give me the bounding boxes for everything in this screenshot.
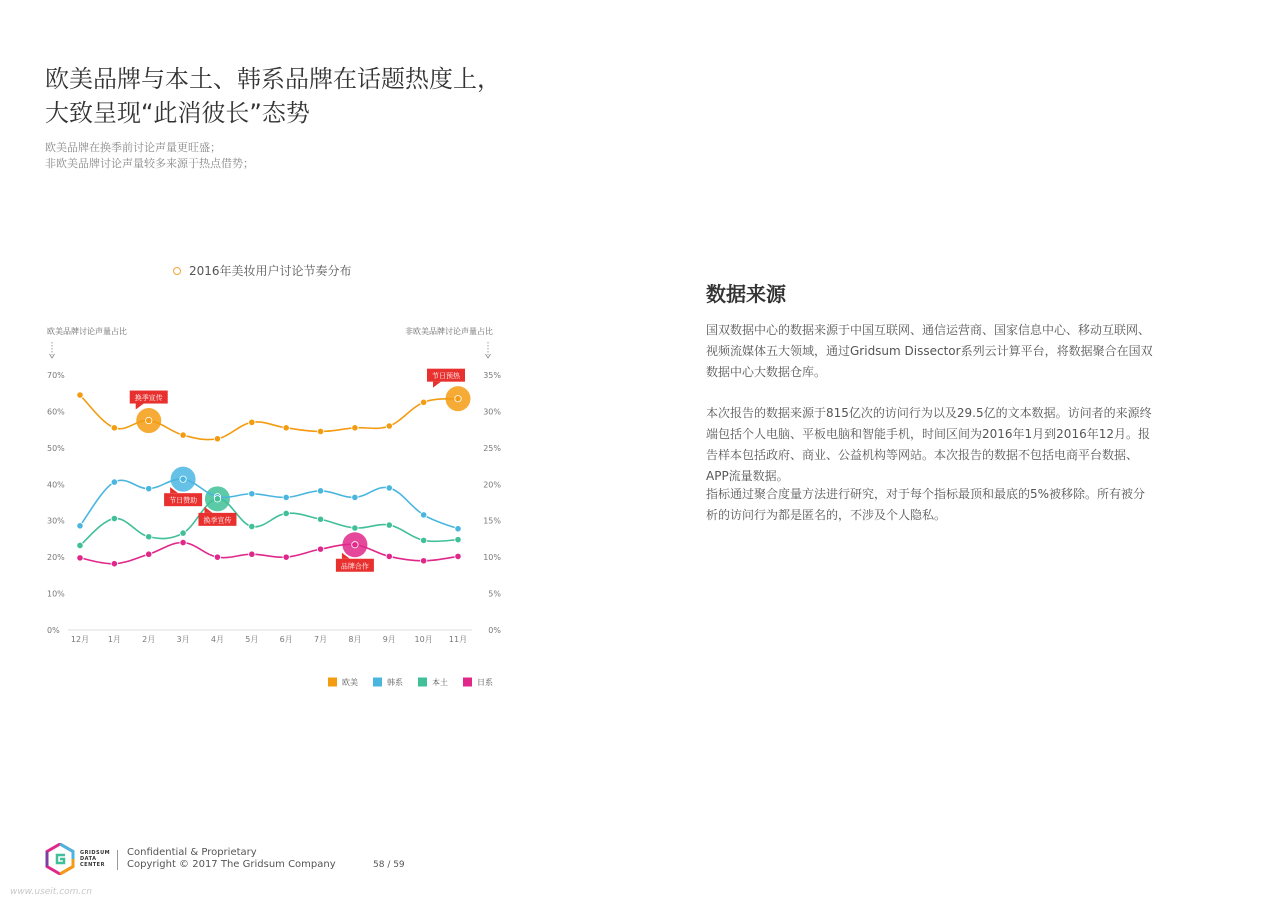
x-tick-label: 7月	[313, 635, 328, 644]
data-point	[352, 542, 358, 548]
watermark: www.useit.com.cn	[10, 887, 92, 897]
data-point	[352, 494, 358, 500]
data-point	[111, 425, 117, 431]
x-tick-label: 3月	[176, 635, 190, 644]
data-point	[249, 551, 255, 557]
data-point	[317, 516, 323, 522]
left-tick-label: 0%	[47, 626, 60, 635]
data-point	[111, 561, 117, 567]
annotation-label: 节日赞助	[169, 496, 198, 505]
data-point	[146, 417, 152, 423]
data-point	[180, 539, 186, 545]
right-tick-label: 10%	[483, 553, 501, 563]
subtitle-line-1: 欧美品牌在换季前讨论声量更旺盛；	[45, 141, 221, 154]
right-tick-label: 35%	[483, 371, 501, 380]
title-line-1: 欧美品牌与本土、韩系品牌在话题热度上，	[45, 65, 501, 93]
left-tick-label: 30%	[47, 516, 65, 526]
data-point	[420, 537, 426, 543]
annotation-pointer	[433, 382, 441, 388]
data-point	[180, 476, 186, 482]
data-point	[386, 553, 392, 559]
data-point	[146, 485, 152, 491]
data-point	[386, 522, 392, 528]
data-source-title: 数据来源	[706, 282, 786, 306]
right-tick-label: 0%	[488, 626, 501, 635]
right-tick-label: 25%	[483, 443, 501, 453]
data-point	[214, 554, 220, 560]
data-point	[420, 399, 426, 405]
legend-label: 韩系	[387, 678, 403, 687]
data-point	[283, 425, 289, 431]
legend-swatch	[328, 678, 337, 687]
x-tick-label: 4月	[210, 635, 225, 644]
data-point	[386, 485, 392, 491]
left-tick-label: 20%	[47, 553, 65, 563]
data-point	[386, 423, 392, 429]
data-source-paragraph-3: 指标通过聚合度量方法进行研究，对于每个指标最顶和最底的5%被移除。所有被分析的访问行为都是匿名的，不涉及个人隐私。	[706, 487, 1146, 522]
series-line-2	[80, 499, 458, 546]
data-point	[77, 392, 83, 398]
data-point	[214, 436, 220, 442]
data-point	[317, 488, 323, 494]
legend-swatch	[418, 678, 427, 687]
data-point	[352, 425, 358, 431]
legend-label: 日系	[477, 678, 493, 687]
legend-label: 本土	[432, 678, 448, 687]
brand-name	[80, 850, 110, 868]
data-point	[420, 512, 426, 518]
footer-legal	[127, 847, 336, 871]
data-point	[283, 494, 289, 500]
left-tick-label: 40%	[47, 480, 65, 490]
data-point	[455, 536, 461, 542]
confidential-text: Confidential & Proprietary	[127, 847, 257, 858]
left-tick-label: 10%	[47, 589, 65, 599]
brand-line-2: DATA	[80, 856, 97, 862]
data-point	[455, 526, 461, 532]
right-axis-title: 非欧美品牌讨论声量占比	[405, 327, 493, 336]
data-point	[146, 551, 152, 557]
x-tick-label: 10月	[414, 635, 433, 644]
legend-swatch	[373, 678, 382, 687]
data-point	[77, 555, 83, 561]
title-line-2: 大致呈现“此消彼长”态势	[45, 99, 310, 127]
data-point	[283, 554, 289, 560]
x-tick-label: 12月	[70, 635, 90, 644]
data-point	[352, 525, 358, 531]
series-line-3	[80, 543, 458, 564]
data-point	[111, 515, 117, 521]
legend-label: 欧美	[342, 678, 358, 687]
legend-swatch	[463, 678, 472, 687]
x-tick-label: 5月	[245, 635, 259, 644]
annotation-pointer	[136, 404, 144, 410]
data-point	[317, 546, 323, 552]
x-tick-label: 8月	[348, 635, 362, 644]
annotation-label: 换季宣传	[134, 394, 163, 403]
left-axis-title: 欧美品牌讨论声量占比	[47, 327, 127, 336]
data-point	[77, 542, 83, 548]
gridsum-logo-icon	[45, 843, 75, 879]
annotation-label: 换季宣传	[203, 516, 232, 525]
data-point	[111, 479, 117, 485]
data-point	[214, 496, 220, 502]
data-point	[249, 419, 255, 425]
data-point	[180, 530, 186, 536]
right-tick-label: 15%	[483, 516, 501, 526]
x-tick-label: 2月	[142, 635, 156, 644]
annotation-label: 品牌合作	[340, 562, 369, 571]
page-number: 58 / 59	[373, 860, 405, 870]
data-point	[249, 523, 255, 529]
brand-line-1: GRIDSUM	[80, 850, 111, 856]
right-tick-label: 20%	[483, 480, 501, 490]
data-point	[249, 491, 255, 497]
right-tick-label: 30%	[483, 407, 501, 417]
left-tick-label: 60%	[47, 407, 65, 417]
x-tick-label: 6月	[279, 635, 293, 644]
data-source-paragraph-2: 本次报告的数据来源于815亿次的访问行为以及29.5亿的文本数据。访问者的来源终端包括个人电脑、平板电脑和智能手机，时间区间为2016年1月到2016年12月。报告样本包括政府、商业、公益机构等网站。本次报告的数据不包括电商平台数据、APP流量数据。	[706, 406, 1152, 483]
data-point	[455, 395, 461, 401]
x-tick-label: 9月	[382, 635, 396, 644]
copyright-text: Copyright © 2017 The Gridsum Company	[127, 859, 336, 870]
right-tick-label: 5%	[488, 589, 501, 599]
chart-title-text: 2016年美妆用户讨论节奏分布	[189, 264, 352, 278]
data-source-paragraph-1: 国双数据中心的数据来源于中国互联网、通信运营商、国家信息中心、移动互联网、视频流媒体五大领域，通过Gridsum Dissector系列云计算平台，将数据聚合在国双数据中心大数据仓库。	[706, 323, 1153, 379]
data-point	[146, 534, 152, 540]
data-point	[283, 510, 289, 516]
footer-divider	[117, 850, 118, 870]
data-point	[317, 428, 323, 434]
left-tick-label: 50%	[47, 443, 65, 453]
x-tick-label: 11月	[448, 635, 468, 644]
x-tick-label: 1月	[107, 635, 121, 644]
data-point	[455, 553, 461, 559]
annotation-label: 节日预热	[432, 372, 460, 381]
left-tick-label: 70%	[47, 371, 65, 380]
data-point	[77, 523, 83, 529]
data-point	[420, 558, 426, 564]
data-point	[180, 432, 186, 438]
subtitle-line-2: 非欧美品牌讨论声量较多来源于热点借势；	[45, 157, 254, 170]
brand-line-3: CENTER	[80, 862, 105, 868]
